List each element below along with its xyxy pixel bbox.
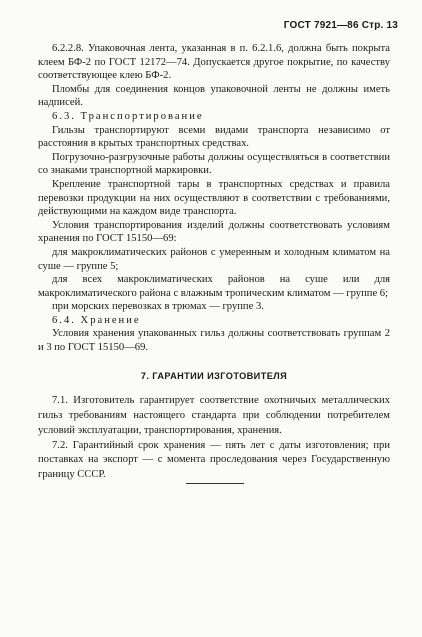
paragraph-sea-transport: при морских перевозках в трюмах — группе 3. — [52, 301, 264, 313]
paragraph-fastening: Крепление транспортной тары в транспортных средствах и правила перевозки продукции на них осуществляют в соответствии с требованиями, действующими на каждом виде транспорта. — [38, 178, 390, 218]
paragraph-transport-conditions: Условия транспортирования изделий должны соответствовать условиям хранения по ГОСТ 15150—69: — [38, 219, 390, 245]
page-header: ГОСТ 7921—86 Стр. 13 — [283, 20, 398, 31]
section-7-title: 7. ГАРАНТИИ ИЗГОТОВИТЕЛЯ — [140, 370, 288, 381]
paragraph-7-2: 7.2. Гарантийный срок хранения — пять лет с даты изготовления; при поставках на экспорт — с момента проследования через Государственную границу СССР. — [38, 439, 390, 481]
paragraph-loading: Погрузочно-разгрузочные работы должны осуществляться в соответствии со знаками транспортной маркировки. — [38, 151, 390, 177]
document-body — [38, 42, 390, 483]
paragraph-7-1: 7.1. Изготовитель гарантирует соответствие охотничьих металлических гильз требованиям настоящего стандарта при соблюдении потребителем условий эксплуатации, транспортирования, хранения. — [38, 395, 390, 436]
heading-6-4-storage: 6.4. Хранение — [52, 314, 141, 326]
paragraph-temperate-climate: для макроклиматических районов с умеренным и холодным климатом на суше — группе 5; — [38, 246, 390, 272]
paragraph-transport-modes: Гильзы транспортируют всеми видами транспорта независимо от расстояния в крытых транспортных средствах. — [38, 124, 390, 150]
end-rule — [186, 483, 244, 484]
paragraph-6-2-2-8: 6.2.2.8. Упаковочная лента, указанная в п. 6.2.1.6, должна быть покрыта клеем БФ-2 по ГОСТ 12172—74. Допускается другое покрытие, по качеству соответствующее клею БФ-2. — [38, 43, 390, 82]
paragraph-storage-conditions: Условия хранения упакованных гильз должны соответствовать группам 2 и 3 по ГОСТ 15150—69. — [38, 328, 390, 354]
paragraph-tropical-climate: для всех макроклиматических районов на суше или для макроклиматического района с влажным тропическим климатом — группе 6; — [38, 274, 390, 299]
paragraph-seals: Пломбы для соединения концов упаковочной ленты не должны иметь надписей. — [38, 83, 390, 109]
heading-6-3-transport: 6.3. Транспортирование — [52, 110, 204, 122]
